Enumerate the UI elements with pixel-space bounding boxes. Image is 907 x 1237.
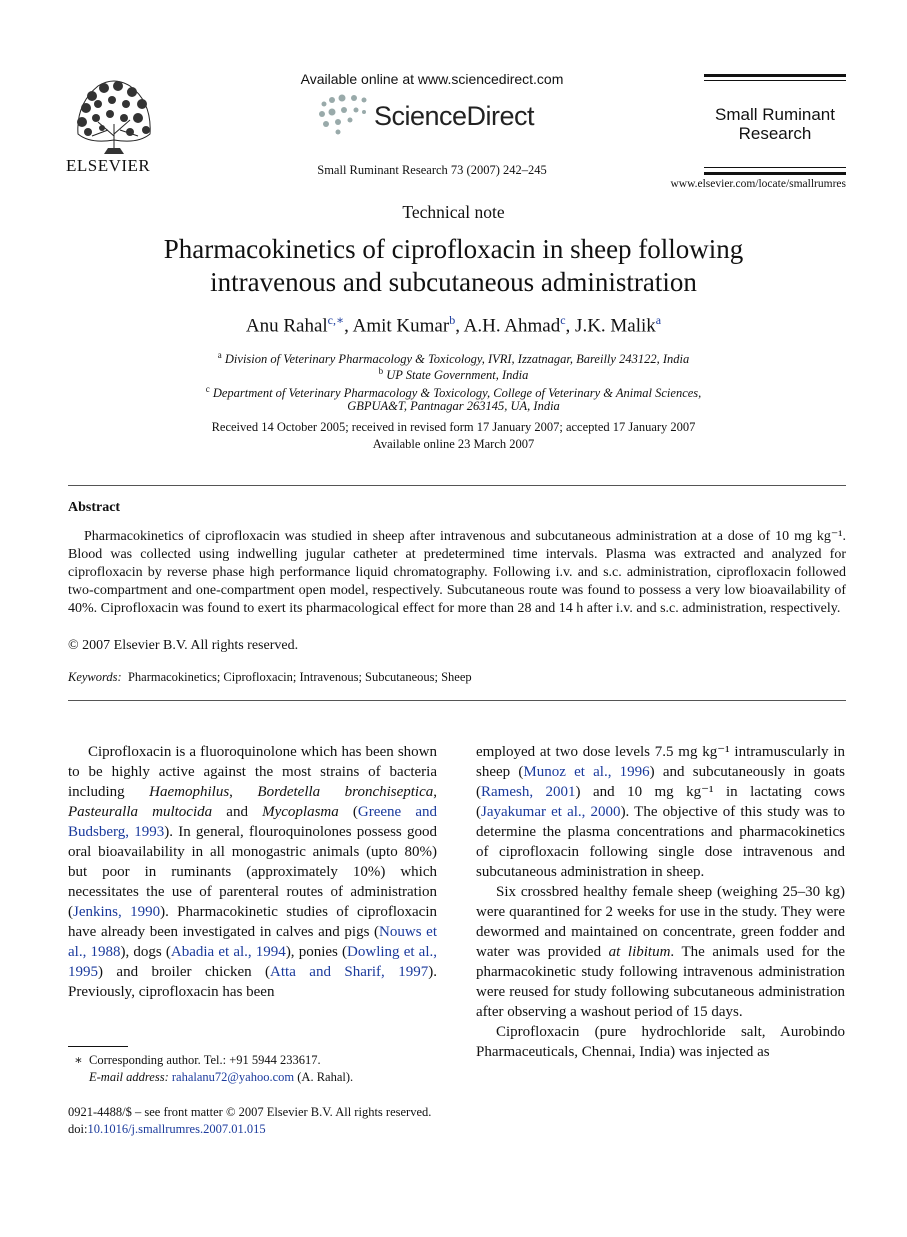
article-title bbox=[60, 233, 847, 299]
footnote-text: Corresponding author. Tel.: +91 5944 233617. bbox=[89, 1053, 321, 1067]
author-name[interactable]: Anu Rahal bbox=[245, 315, 328, 337]
email-label: E-mail address: bbox=[89, 1070, 169, 1084]
journal-rule bbox=[704, 172, 846, 175]
affiliation-text: Department of Veterinary Pharmacology & Toxicology, College of Veterinary & Animal Sciences, bbox=[212, 386, 702, 401]
journal-logo-title bbox=[700, 105, 850, 143]
affiliation-text: UP State Government, India bbox=[386, 368, 529, 383]
footnote-rule bbox=[68, 1046, 128, 1047]
journal-rule bbox=[704, 80, 846, 81]
journal-rule bbox=[704, 74, 846, 77]
author-affiliation-mark[interactable]: a bbox=[655, 313, 662, 327]
copyright: © 2007 Elsevier B.V. All rights reserved. bbox=[68, 638, 299, 653]
author-affiliation-mark[interactable]: c bbox=[560, 313, 566, 327]
email-owner: (A. Rahal). bbox=[297, 1070, 354, 1084]
citation-link[interactable]: Nouws et al., 1988 bbox=[68, 924, 437, 960]
footnote-mark: ∗ bbox=[74, 1053, 83, 1067]
affiliation-mark: b bbox=[378, 366, 384, 376]
corresponding-author-footnote bbox=[68, 1052, 353, 1086]
journal-name-line: Research bbox=[738, 124, 812, 143]
journal-url-link[interactable]: www.elsevier.com/locate/smallrumres bbox=[670, 178, 846, 190]
title-line: Pharmacokinetics of ciprofloxacin in sheep following bbox=[163, 234, 744, 264]
doi-label: doi: bbox=[68, 1122, 88, 1136]
online-date: Available online 23 March 2007 bbox=[372, 437, 535, 451]
divider bbox=[68, 700, 846, 701]
author-name[interactable]: Amit Kumar bbox=[352, 315, 450, 337]
available-online-note[interactable]: Available online at www.sciencedirect.com bbox=[300, 71, 564, 87]
journal-rule bbox=[704, 167, 846, 168]
citation-link[interactable]: Ramesh, 2001 bbox=[481, 784, 576, 800]
citation-link[interactable]: Dowling et al., 1995 bbox=[68, 944, 437, 980]
history-dates: Received 14 October 2005; received in revised form 17 January 2007; accepted 17 January 2007 bbox=[211, 420, 696, 434]
affiliation-text: Division of Veterinary Pharmacology & Toxicology, IVRI, Izzatnagar, Bareilly 243122, India bbox=[224, 352, 690, 367]
citation-link[interactable]: Abadia et al., 1994 bbox=[170, 944, 286, 960]
sciencedirect-logo-text[interactable]: ScienceDirect bbox=[374, 101, 535, 131]
author-list: Anu Rahal$^{c,∗}$, Amit Kumar$^b$, A.H. Ahmad$^c$, J.K. Malik$^a$ bbox=[245, 313, 662, 337]
journal-name-line: Small Ruminant bbox=[715, 105, 835, 124]
email-link[interactable]: rahalanu72@yahoo.com bbox=[171, 1070, 295, 1084]
keywords-list: Pharmacokinetics; Ciprofloxacin; Intravenous; Subcutaneous; Sheep bbox=[127, 670, 472, 684]
author-affiliation-mark[interactable]: b bbox=[449, 313, 456, 327]
citation-link[interactable]: Jayakumar et al., 2000 bbox=[481, 804, 621, 820]
divider bbox=[68, 485, 846, 486]
keywords-label: Keywords: bbox=[68, 670, 122, 684]
body-column-right bbox=[476, 742, 845, 1062]
issn-line: 0921-4488/$ – see front matter © 2007 Elsevier B.V. All rights reserved. bbox=[68, 1105, 432, 1119]
journal-citation: Small Ruminant Research 73 (2007) 242–245 bbox=[317, 163, 547, 177]
citation-link[interactable]: Atta and Sharif, 1997 bbox=[270, 964, 429, 980]
author-affiliation-mark[interactable]: c,∗ bbox=[327, 313, 345, 327]
affiliation-text: GBPUA&T, Pantnagar 263145, UA, India bbox=[347, 399, 560, 413]
abstract-text: Pharmacokinetics of ciprofloxacin was studied in sheep after intravenous and subcutaneous administration at a dose of 10 mg kg⁻¹. Blood was collected using indwelling jugular catheter at predetermined time intervals. Plasma was extracted and analyzed for ciprofloxacin by reverse phase high performance liquid chromatography. Following i.v. and s.c. administration, ciprofloxacin followed two-compartment and one-compartment open model, respectively. Subcutaneous route was found to possess a very low bioavailability of 40%. Ciprofloxacin was found to exert its pharmacological effect for more than 28 and 14 h after i.v. and s.c. administration, respectively. bbox=[68, 529, 846, 616]
paragraph: employed at two dose levels 7.5 mg kg⁻¹ intramuscularly in sheep (Munoz et al., 1996) and subcutaneously in goats (Ramesh, 2001) and 10 mg kg⁻¹ in lactating cows (Jayakumar et al., 2000). The objective of this study was to determine the plasma concentrations and pharmacokinetics of ciprofloxacin following single dose intravenous and subcutaneous administration in sheep. bbox=[476, 744, 846, 880]
abstract-body bbox=[68, 528, 846, 618]
affiliation bbox=[0, 398, 907, 415]
article-type: Technical note bbox=[402, 202, 505, 222]
affiliation-mark: a bbox=[217, 350, 222, 360]
front-matter-note bbox=[68, 1104, 431, 1138]
doi-link[interactable]: 10.1016/j.smallrumres.2007.01.015 bbox=[87, 1122, 266, 1136]
title-line: intravenous and subcutaneous administration bbox=[210, 267, 697, 297]
body-column-left bbox=[68, 742, 437, 1002]
paragraph: Ciprofloxacin is a fluoroquinolone which has been shown to be highly active against the most strains of bacteria including Haemophilus, Bordetella bronchiseptica, Pasteuralla multocida and Mycoplasma (Greene and Budsberg, 1993). In general, flouroquinolones possess good oral bioavailability in all monogastric animals (upto 80%) but poor in ruminants (approximately 10%) which necessitates the use of parenteral routes of administration (Jenkins, 1990). Pharmacokinetic studies of ciprofloxacin have already been investigated in calves and pigs (Nouws et al., 1988), dogs (Abadia et al., 1994), ponies (Dowling et al., 1995) and broiler chicken (Atta and Sharif, 1997). Previously, ciprofloxacin has been bbox=[68, 744, 438, 1000]
affiliation-mark: c bbox=[205, 384, 210, 394]
citation-link[interactable]: Jenkins, 1990 bbox=[73, 904, 161, 920]
publisher-name: ELSEVIER bbox=[66, 156, 151, 175]
author-name[interactable]: A.H. Ahmad bbox=[463, 315, 561, 337]
author-name[interactable]: J.K. Malik bbox=[575, 315, 656, 337]
keywords bbox=[68, 670, 472, 685]
citation-link[interactable]: Greene and Budsberg, 1993 bbox=[68, 804, 437, 840]
paragraph: Six crossbred healthy female sheep (weighing 25–30 kg) were quarantined for 2 weeks for use in the study. They were dewormed and maintained on concentrate, green fodder and water was provided at libitum. The animals used for the pharmacokinetic study following intravenous administration were reused for study following subcutaneous administration after observing a washout period of 15 days. bbox=[476, 884, 846, 1020]
abstract-heading: Abstract bbox=[68, 500, 121, 515]
citation-link[interactable]: Munoz et al., 1996 bbox=[523, 764, 650, 780]
paragraph: Ciprofloxacin (pure hydrochloride salt, Aurobindo Pharmaceuticals, Chennai, India) was injected as bbox=[476, 1024, 845, 1060]
